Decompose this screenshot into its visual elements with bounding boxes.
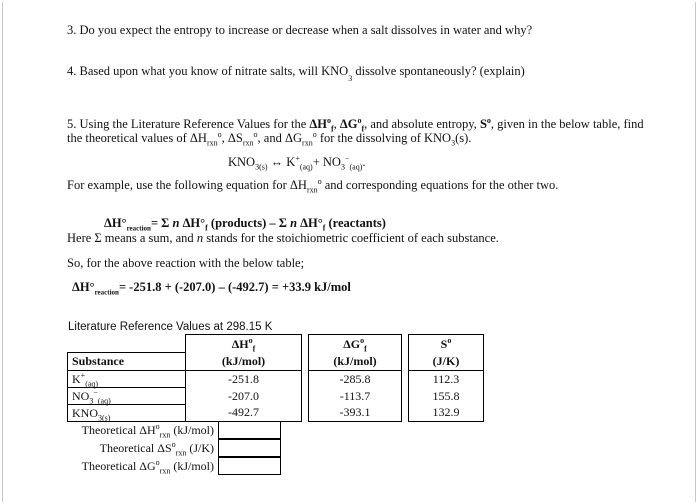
substance-cell xyxy=(68,387,186,404)
unit: (J/K) xyxy=(186,441,214,455)
delta-g-symbol: ΔG xyxy=(343,336,361,351)
sep: , xyxy=(333,117,340,131)
reaction-sub: reaction xyxy=(94,288,119,297)
n-coefficient: n xyxy=(196,231,204,245)
header-h-unit: (kJ/mol) xyxy=(186,352,302,370)
question-4 xyxy=(67,64,525,83)
state-sub: (s) xyxy=(102,412,111,422)
n-coefficient: n xyxy=(172,216,180,230)
q5-text: for the dissolving of KNO xyxy=(316,131,452,145)
question-3 xyxy=(67,23,532,38)
delta-g-value: -393.1 xyxy=(309,404,402,421)
nitrate-formula: + NO xyxy=(312,155,341,169)
entropy-symbol: S xyxy=(479,117,487,131)
question-4-text: 4. Based upon what you know of nitrate salts, will KNO xyxy=(67,64,349,78)
substance-name: K xyxy=(72,371,81,386)
degree-sup: o xyxy=(360,335,365,345)
degree-sup: o xyxy=(486,115,491,125)
table-row xyxy=(68,387,484,404)
gap xyxy=(302,370,309,387)
rxn-sub: rxn xyxy=(159,430,171,440)
degree-sup: o xyxy=(248,335,253,345)
rxn-sub: rxn xyxy=(242,138,254,148)
sum-explanation xyxy=(67,231,499,246)
rxn-sub: rxn xyxy=(206,138,218,148)
header-delta-h xyxy=(186,335,302,353)
state-sub: (aq) xyxy=(97,395,111,405)
entropy-value: 132.9 xyxy=(409,404,484,421)
gap xyxy=(402,335,409,353)
subscript: 3 xyxy=(89,395,94,405)
sum-symbol: = Σ xyxy=(150,216,173,230)
table-caption-text: Literature Reference Values at 298.15 K xyxy=(68,321,273,333)
delta-h-value: -492.7 xyxy=(186,404,302,421)
entropy-value: 112.3 xyxy=(409,370,484,387)
sum-explanation-start: Here Σ means a sum, and xyxy=(67,231,197,245)
degree-sup: o xyxy=(171,440,176,449)
subscript: 3 xyxy=(451,138,456,148)
degree-sup: o xyxy=(253,129,258,139)
table-header-row-2 xyxy=(68,352,484,370)
header-s-unit: (J/K) xyxy=(409,352,484,370)
gap xyxy=(302,352,309,370)
entropy-symbol: S xyxy=(440,336,448,351)
example-text-end: and corresponding equations for the other two. xyxy=(321,178,559,192)
degree-sup: o xyxy=(217,129,222,139)
table-row xyxy=(68,370,484,387)
charge-sup: − xyxy=(344,153,350,163)
reaction-equation xyxy=(228,155,366,170)
degree-sup: o xyxy=(155,458,160,467)
theoretical-dg-answer-box[interactable] xyxy=(218,457,281,475)
table-row xyxy=(68,404,484,421)
state-sub: (aq) xyxy=(299,162,313,172)
header-substance: Substance xyxy=(68,352,186,370)
unit: (kJ/mol) xyxy=(170,459,214,473)
delta-h: ΔH° xyxy=(297,216,323,230)
charge-sup: − xyxy=(93,387,98,397)
theoretical-ds-answer-box[interactable] xyxy=(218,439,281,457)
table-caption xyxy=(68,320,272,335)
products-term: (products) – Σ xyxy=(207,216,291,230)
period: . xyxy=(468,131,472,145)
delta-h-symbol: ΔH xyxy=(309,117,327,131)
gap xyxy=(402,404,409,421)
subscript: 3 xyxy=(340,162,345,172)
n-coefficient: n xyxy=(290,216,298,230)
gap xyxy=(402,352,409,370)
degree-sup: o xyxy=(357,115,362,125)
theoretical-text: Theoretical ΔH xyxy=(81,423,156,437)
q5-text: , and absolute entropy, xyxy=(364,117,480,131)
subscript: 3 xyxy=(348,74,353,83)
theoretical-ds-label xyxy=(100,441,214,456)
subscript: 3 xyxy=(98,412,102,422)
rxn-sub: rxn xyxy=(175,448,187,458)
substance-name: KNO xyxy=(72,405,98,420)
formula-lhs: ΔH° xyxy=(104,216,127,230)
header-delta-g xyxy=(309,335,402,353)
gap xyxy=(402,370,409,387)
delta-h-symbol: ΔH xyxy=(231,336,249,351)
example-text-start: For example, use the following equation for ΔH xyxy=(67,178,307,192)
calculation-lhs: ΔH° xyxy=(72,280,95,294)
q5-text: , given in the below table, find xyxy=(490,117,644,131)
rxn-sub: rxn xyxy=(302,138,313,148)
enthalpy-formula xyxy=(104,216,386,231)
f-sub: f xyxy=(205,223,208,233)
f-sub: f xyxy=(361,124,365,134)
gap xyxy=(302,335,309,353)
charge-sup: + xyxy=(80,370,86,380)
question-4-text-end: dissolve spontaneously? (explain) xyxy=(352,64,525,78)
q5-text: 5. Using the Literature Reference Values for the xyxy=(67,117,310,131)
charge-sup: + xyxy=(295,153,300,163)
state-sub: (aq) xyxy=(349,162,363,172)
reactants-term: (reactants) xyxy=(325,216,386,230)
delta-h: ΔH° xyxy=(179,216,206,230)
theoretical-dh-label xyxy=(82,423,214,438)
delta-g-value: -285.8 xyxy=(309,370,402,387)
so-text xyxy=(67,256,304,271)
substance-cell xyxy=(68,370,186,387)
gap xyxy=(302,387,309,404)
delta-g-symbol: ΔG xyxy=(339,117,358,131)
header-entropy xyxy=(409,335,484,353)
gap xyxy=(402,387,409,404)
substance-name: NO xyxy=(72,388,90,403)
header-empty xyxy=(68,335,186,353)
theoretical-dg-label xyxy=(82,459,214,474)
example-text xyxy=(67,178,558,193)
f-sub: f xyxy=(322,223,326,233)
f-sub: f xyxy=(330,124,334,134)
delta-h-value: -251.8 xyxy=(186,370,302,387)
substance-cell xyxy=(68,404,186,421)
q5-text: , and ΔG xyxy=(257,131,303,145)
theoretical-dh-answer-box[interactable] xyxy=(218,421,281,439)
f-sub: f xyxy=(364,343,367,353)
question-3-text: 3. Do you expect the entropy to increase or decrease when a salt dissolves in water and why? xyxy=(67,23,533,37)
header-g-unit: (kJ/mol) xyxy=(309,352,402,370)
question-5-line-1 xyxy=(67,117,644,132)
sum-explanation-end: stands for the stoichiometric coefficient of each substance. xyxy=(203,231,499,245)
reference-values-table xyxy=(67,334,484,422)
delta-g-value: -113.7 xyxy=(309,387,402,404)
gap xyxy=(302,404,309,421)
theoretical-text: Theoretical ΔS xyxy=(99,441,172,455)
degree-sup: o xyxy=(155,422,160,431)
degree-sup: o xyxy=(326,115,331,125)
delta-h-value: -207.0 xyxy=(186,387,302,404)
degree-sup: o xyxy=(447,335,452,345)
subscript: 3(s) xyxy=(255,162,268,172)
kno3-formula: KNO xyxy=(228,155,256,169)
calculation xyxy=(72,280,351,295)
q5-text: , ΔS xyxy=(221,131,243,145)
rxn-sub: rxn xyxy=(306,185,318,195)
f-sub: f xyxy=(252,343,256,353)
entropy-value: 155.8 xyxy=(409,387,484,404)
rxn-sub: rxn xyxy=(159,466,171,476)
question-5-line-2 xyxy=(67,131,471,146)
degree-sup: o xyxy=(317,176,322,186)
reaction-sub: reaction xyxy=(126,224,151,233)
state: (s) xyxy=(455,131,469,145)
theoretical-text: Theoretical ΔG xyxy=(81,459,156,473)
state-sub: (aq) xyxy=(85,378,99,388)
so-text-content: So, for the above reaction with the below table; xyxy=(67,256,305,270)
equilibrium-arrow: ↔ K xyxy=(267,155,296,169)
unit: (kJ/mol) xyxy=(170,423,214,437)
period: . xyxy=(362,155,366,169)
table-header-row-1 xyxy=(68,335,484,353)
q5-text: the theoretical values of ΔH xyxy=(67,131,207,145)
degree-sup: o xyxy=(312,129,317,139)
calculation-rhs: = -251.8 + (-207.0) – (-492.7) = +33.9 kJ/mol xyxy=(118,280,351,294)
